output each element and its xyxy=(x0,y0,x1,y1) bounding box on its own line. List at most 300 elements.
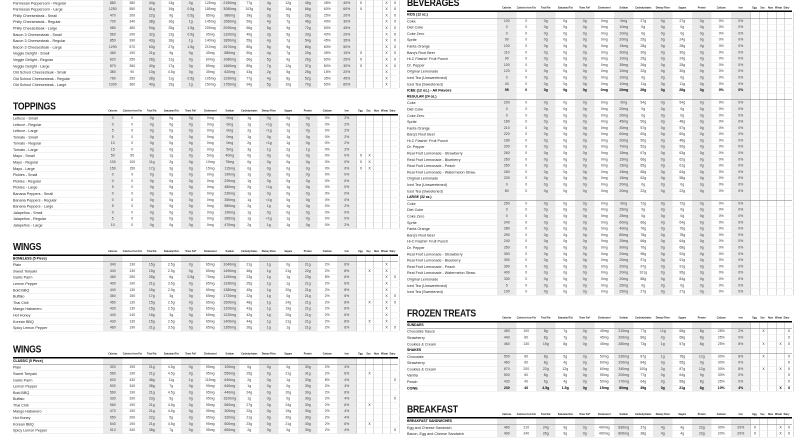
column-header-dietary-fiber: Dietary Fiber xyxy=(653,413,673,416)
cell-calories: 10 xyxy=(103,223,123,229)
cell-protein: 0g xyxy=(298,153,318,159)
item-name: Buffalo xyxy=(13,396,103,402)
cell-sodium: 0mg xyxy=(614,201,634,207)
cell-sodium: 60mg xyxy=(614,132,634,138)
cell-total-fat: 6g xyxy=(536,379,556,385)
cell-soy xyxy=(759,151,768,157)
cell-dairy xyxy=(785,56,794,62)
cell-egg xyxy=(751,226,760,232)
cell-iron: 4% xyxy=(337,365,357,371)
cell-wheat: X xyxy=(776,341,785,347)
cell-iron: 2% xyxy=(337,223,357,229)
cell-dietary-fiber: 0g xyxy=(653,100,673,106)
cell-wheat xyxy=(776,18,785,24)
cell-calories-from-fat: 0 xyxy=(517,56,537,62)
column-header-total-fat: Total Fat xyxy=(536,6,556,9)
item-name: Strawberry xyxy=(407,335,497,341)
cell-protein: 21g xyxy=(298,300,318,306)
cell-dairy xyxy=(785,132,794,138)
cell-calories-from-fat: 250 xyxy=(123,76,143,82)
cell-calories: 100 xyxy=(497,289,517,295)
cell-nuts xyxy=(768,176,777,182)
cell-protein: 0g xyxy=(298,216,318,222)
cell-soy xyxy=(365,70,374,76)
cell-calories-from-fat: 0 xyxy=(517,106,537,112)
cell-dietary-fiber: 1g xyxy=(259,262,279,268)
cell-iron: 0% xyxy=(731,106,751,112)
cell-calories: 95 xyxy=(497,88,517,94)
cell-dietary-fiber: 0g xyxy=(653,56,673,62)
cell-saturated-fat: 11g xyxy=(162,76,182,82)
cell-dairy xyxy=(785,18,794,24)
cell-calories: 5 xyxy=(103,134,123,140)
item-name: Cookies & Cream xyxy=(407,366,497,372)
cell-wheat xyxy=(382,147,391,153)
cell-dietary-fiber: 0g xyxy=(259,178,279,184)
cell-sodium: 1850mg xyxy=(220,38,240,44)
cell-calories: 240 xyxy=(497,239,517,245)
cell-carbohydrates: 1g xyxy=(240,191,260,197)
cell-protein: 0g xyxy=(692,18,712,24)
cell-protein: 30g xyxy=(298,409,318,415)
cell-protein: 0g xyxy=(692,251,712,257)
cell-calcium xyxy=(712,419,732,425)
cell-sugars: 12g xyxy=(279,0,299,6)
cell-sugars: 0g xyxy=(673,182,693,188)
cell-calories-from-fat: 0 xyxy=(517,214,537,220)
cell-sugars: 48g xyxy=(673,119,693,125)
cell-protein xyxy=(298,256,318,262)
group-label: LARGE (32 oz.) xyxy=(407,195,497,201)
cell-egg xyxy=(357,325,366,331)
cell-nuts xyxy=(768,245,777,251)
item-name: Original Lemonade xyxy=(407,276,497,282)
cell-dietary-fiber: 0g xyxy=(259,409,279,415)
cell-egg xyxy=(751,220,760,226)
cell-sugars: 0g xyxy=(673,214,693,220)
cell-saturated-fat: 18g xyxy=(162,38,182,44)
cell-calories-from-fat: 190 xyxy=(123,390,143,396)
cell-sugars: 19g xyxy=(279,306,299,312)
cell-cholesterol: 0mg xyxy=(595,226,615,232)
cell-carbohydrates: 103g xyxy=(240,7,260,13)
cell-calories-from-fat: 570 xyxy=(123,44,143,50)
cell-total-fat: 8g xyxy=(536,329,556,335)
cell-egg xyxy=(751,270,760,276)
column-header-calories: Calories xyxy=(103,353,123,356)
cell-sugars: 57g xyxy=(673,341,693,347)
cell-protein: 26g xyxy=(298,57,318,63)
cell-total-fat: 0g xyxy=(142,134,162,140)
column-header-trans-fat: Trans Fat* xyxy=(181,353,201,356)
cell-iron: 0% xyxy=(731,232,751,238)
cell-dietary-fiber: 0g xyxy=(259,377,279,383)
cell-calcium: 0% xyxy=(318,122,338,128)
cell-protein: 0g xyxy=(692,106,712,112)
cell-calories: 0 xyxy=(103,197,123,203)
cell-cholesterol: 0mg xyxy=(595,163,615,169)
cell-sugars: 30g xyxy=(673,69,693,75)
cell-wheat xyxy=(776,360,785,366)
cell-dairy xyxy=(785,214,794,220)
cell-soy xyxy=(365,13,374,19)
cell-calcium: 0% xyxy=(712,100,732,106)
cell-wheat xyxy=(776,113,785,119)
cell-carbohydrates: 70g xyxy=(634,245,654,251)
cell-protein: 23g xyxy=(692,431,712,437)
cell-egg xyxy=(357,256,366,262)
cell-calories-from-fat: 200 xyxy=(517,366,537,372)
cell-calories: 330 xyxy=(497,276,517,282)
cell-dietary-fiber: 0g xyxy=(259,384,279,390)
cell-dietary-fiber: 0g xyxy=(653,37,673,43)
cell-dairy: X xyxy=(391,13,400,19)
cell-soy xyxy=(365,256,374,262)
cell-dairy xyxy=(391,319,400,325)
cell-dairy: X xyxy=(785,335,794,341)
cell-dairy: X xyxy=(391,300,400,306)
cell-soy xyxy=(365,115,374,121)
cell-sodium: 60mg xyxy=(614,220,634,226)
cell-calories: 230 xyxy=(497,176,517,182)
cell-soy xyxy=(759,283,768,289)
cell-dietary-fiber: 0g xyxy=(653,144,673,150)
cell-wheat: X xyxy=(382,44,391,50)
cell-calories: 490 xyxy=(497,431,517,437)
cell-sodium: 20mg xyxy=(614,251,634,257)
cell-calories-from-fat: 210 xyxy=(517,425,537,431)
cell-trans-fat: 0g xyxy=(181,421,201,427)
cell-carbohydrates: 0g xyxy=(634,113,654,119)
cell-calories: 100 xyxy=(497,43,517,49)
cell-calcium xyxy=(318,256,338,262)
cell-dairy xyxy=(785,94,794,100)
column-header-total-fat: Total Fat xyxy=(142,250,162,253)
item-name: Bacon 3 Cheesesteak - Regular xyxy=(13,38,103,44)
cell-dairy xyxy=(391,409,400,415)
cell-saturated-fat: 3g xyxy=(162,312,182,318)
cell-sugars: 0g xyxy=(279,294,299,300)
cell-sugars: 64g xyxy=(673,373,693,379)
cell-cholesterol: 0mg xyxy=(595,245,615,251)
cell-dairy xyxy=(391,415,400,421)
cell-calcium: 30% xyxy=(712,373,732,379)
item-name: Jalapeños - Small xyxy=(13,210,103,216)
cell-sugars: 28g xyxy=(673,43,693,49)
cell-sodium: 500mg xyxy=(220,421,240,427)
cell-iron: 0% xyxy=(731,132,751,138)
cell-cholesterol: 35mg xyxy=(201,70,221,76)
cell-calcium: 0% xyxy=(318,166,338,172)
cell-cholesterol: 65mg xyxy=(201,281,221,287)
cell-protein: 46g xyxy=(298,19,318,25)
cell-sodium: 1750mg xyxy=(220,82,240,88)
cell-sugars: 0g xyxy=(673,106,693,112)
cell-sugars: 0g xyxy=(279,197,299,203)
cell-calories-from-fat: 0 xyxy=(123,128,143,134)
cell-sugars: 8g xyxy=(279,76,299,82)
cell-total-fat: 40g xyxy=(142,63,162,69)
cell-nuts xyxy=(374,204,383,210)
cell-trans-fat: 0g xyxy=(575,18,595,24)
cell-sugars: 4g xyxy=(673,425,693,431)
cell-cholesterol: 45mg xyxy=(595,329,615,335)
cell-soy: X xyxy=(365,160,374,166)
cell-soy xyxy=(365,128,374,134)
cell-soy xyxy=(759,335,768,341)
cell-dairy xyxy=(785,276,794,282)
cell-sugars xyxy=(279,256,299,262)
cell-calories: 0 xyxy=(497,106,517,112)
cell-carbohydrates: 73g xyxy=(634,341,654,347)
cell-calories: 10 xyxy=(103,141,123,147)
cell-wheat xyxy=(382,409,391,415)
cell-sodium: 40mg xyxy=(220,153,240,159)
cell-wheat xyxy=(776,289,785,295)
cell-soy xyxy=(759,18,768,24)
cell-egg xyxy=(357,223,366,229)
cell-total-fat: 0g xyxy=(536,132,556,138)
column-header-egg: Egg xyxy=(357,110,365,113)
cell-calories: 760 xyxy=(103,76,123,82)
cell-dietary-fiber: 0g xyxy=(653,207,673,213)
cell-calories-from-fat: 190 xyxy=(123,325,143,331)
cell-cholesterol: 60mg xyxy=(201,57,221,63)
cell-cholesterol: 95mg xyxy=(201,384,221,390)
cell-total-fat: 22g xyxy=(536,366,556,372)
cell-trans-fat: 0g xyxy=(575,43,595,49)
cell-carbohydrates xyxy=(634,348,654,354)
cell-sodium: 200mg xyxy=(614,373,634,379)
cell-iron: 0% xyxy=(337,185,357,191)
cell-carbohydrates: 0g xyxy=(240,365,260,371)
cell-calcium: 0% xyxy=(318,210,338,216)
cell-sugars: 5g xyxy=(279,13,299,19)
cell-iron: 0% xyxy=(731,176,751,182)
cell-wheat: X xyxy=(776,366,785,372)
cell-calcium: 2% xyxy=(318,268,338,274)
cell-protein: 0g xyxy=(298,185,318,191)
cell-total-fat: 8g xyxy=(536,373,556,379)
cell-calories-from-fat: 0 xyxy=(517,81,537,87)
cell-total-fat: 17g xyxy=(142,166,162,172)
cell-calcium: 0% xyxy=(712,214,732,220)
cell-soy: X xyxy=(365,402,374,408)
cell-sodium: 20mg xyxy=(614,37,634,43)
column-header-nuts: Nuts xyxy=(373,110,381,113)
item-name: Hi-C Flashin' Fruit Punch xyxy=(407,138,497,144)
cell-iron: 0% xyxy=(731,182,751,188)
cell-trans-fat: 0.5g xyxy=(181,13,201,19)
cell-dairy xyxy=(785,270,794,276)
cell-wheat: X xyxy=(382,19,391,25)
cell-egg: X xyxy=(357,166,366,172)
cell-egg xyxy=(751,214,760,220)
cell-soy xyxy=(759,94,768,100)
cell-carbohydrates: 1g xyxy=(240,216,260,222)
cell-dietary-fiber: 1g xyxy=(259,325,279,331)
cell-calories-from-fat xyxy=(517,348,537,354)
cell-wheat xyxy=(382,396,391,402)
cell-dairy xyxy=(785,157,794,163)
cell-sugars: 30g xyxy=(673,50,693,56)
cell-carbohydrates xyxy=(634,195,654,201)
cell-saturated-fat: 0g xyxy=(556,270,576,276)
cell-wheat: X xyxy=(382,268,391,274)
cell-sugars: 1g xyxy=(279,275,299,281)
cell-calories-from-fat: 0 xyxy=(517,276,537,282)
cell-cholesterol: 5mg xyxy=(201,153,221,159)
cell-saturated-fat: 0g xyxy=(556,138,576,144)
cell-trans-fat: 0.5g xyxy=(181,32,201,38)
cell-sugars: 16g xyxy=(279,7,299,13)
cell-dairy: X xyxy=(391,38,400,44)
cell-egg xyxy=(357,268,366,274)
cell-wheat: X xyxy=(382,300,391,306)
cell-trans-fat: 0g xyxy=(575,56,595,62)
cell-sugars: 64g xyxy=(673,220,693,226)
cell-wheat: X xyxy=(382,82,391,88)
cell-dietary-fiber: 1g xyxy=(259,300,279,306)
cell-dairy xyxy=(785,201,794,207)
cell-sodium: 1620mg xyxy=(220,396,240,402)
cell-calories-from-fat: 0 xyxy=(517,37,537,43)
cell-dairy xyxy=(785,100,794,106)
cell-soy xyxy=(365,0,374,6)
cell-egg xyxy=(751,385,760,391)
cell-iron: 4% xyxy=(337,428,357,434)
cell-trans-fat: 0g xyxy=(575,132,595,138)
cell-protein: 9g xyxy=(692,360,712,366)
cell-trans-fat: 0g xyxy=(181,63,201,69)
column-header-sugars: Sugars xyxy=(673,6,693,9)
cell-carbohydrates: 80g xyxy=(634,335,654,341)
cell-calories: 330 xyxy=(103,396,123,402)
cell-soy xyxy=(759,214,768,220)
cell-iron: 4% xyxy=(731,385,751,391)
cell-iron: 0% xyxy=(731,151,751,157)
item-name: Chocolate xyxy=(407,354,497,360)
cell-calcium: 8% xyxy=(318,377,338,383)
cell-cholesterol: 0mg xyxy=(201,216,221,222)
cell-soy xyxy=(365,147,374,153)
cell-iron: 0% xyxy=(731,81,751,87)
column-header-sugars: Sugars xyxy=(279,250,299,253)
cell-saturated-fat: 0g xyxy=(556,245,576,251)
cell-dietary-fiber: 2g xyxy=(259,70,279,76)
cell-sodium: 20mg xyxy=(614,138,634,144)
cell-egg xyxy=(751,201,760,207)
cell-total-fat: 0g xyxy=(536,106,556,112)
cell-soy xyxy=(365,122,374,128)
cell-cholesterol: 65mg xyxy=(201,262,221,268)
cell-calories-from-fat: 430 xyxy=(123,377,143,383)
cell-cholesterol: 0mg xyxy=(201,147,221,153)
cell-trans-fat: 0g xyxy=(181,281,201,287)
cell-dairy xyxy=(785,12,794,18)
cell-cholesterol: 0mg xyxy=(595,182,615,188)
item-name: Korean BBQ xyxy=(13,319,103,325)
section-title: FROZEN TREATS xyxy=(407,307,497,319)
column-header-total-fat: Total Fat xyxy=(142,110,162,113)
cell-calories-from-fat: 340 xyxy=(123,19,143,25)
cell-sodium: 15mg xyxy=(614,169,634,175)
cell-cholesterol: 45mg xyxy=(201,51,221,57)
cell-trans-fat: 0g xyxy=(181,402,201,408)
cell-sugars: 76g xyxy=(673,226,693,232)
cell-calories-from-fat: 0 xyxy=(123,178,143,184)
cell-trans-fat: 0g xyxy=(575,106,595,112)
cell-wheat xyxy=(776,144,785,150)
cell-trans-fat xyxy=(575,322,595,328)
item-name: Coke Zero xyxy=(407,31,497,37)
cell-sodium: 1500mg xyxy=(220,300,240,306)
cell-protein: 0g xyxy=(692,125,712,131)
cell-carbohydrates: 72g xyxy=(634,201,654,207)
cell-trans-fat xyxy=(575,419,595,425)
cell-sugars: 11g xyxy=(673,81,693,87)
cell-protein: 0g xyxy=(692,151,712,157)
cell-calcium: 0% xyxy=(712,88,732,94)
cell-dairy: X xyxy=(391,25,400,31)
cell-calories-from-fat: 200 xyxy=(123,415,143,421)
cell-calcium: 0% xyxy=(712,226,732,232)
cell-wheat xyxy=(776,264,785,270)
cell-trans-fat: 0g xyxy=(181,325,201,331)
column-header-calories-from-fat: Calories from Fat xyxy=(517,413,537,416)
cell-cholesterol: 15mg xyxy=(201,166,221,172)
cell-sugars: 0g xyxy=(279,115,299,121)
column-header-calories: Calories xyxy=(497,413,517,416)
cell-carbohydrates: 1g xyxy=(240,197,260,203)
cell-carbohydrates: 21g xyxy=(240,415,260,421)
cell-trans-fat: 0g xyxy=(575,373,595,379)
cell-calories-from-fat: 0 xyxy=(517,100,537,106)
cell-calories-from-fat: 0 xyxy=(517,245,537,251)
cell-dietary-fiber: 1g xyxy=(259,287,279,293)
cell-nuts xyxy=(768,62,777,68)
cell-calories: 5 xyxy=(103,204,123,210)
cell-soy: X xyxy=(759,329,768,335)
cell-egg xyxy=(751,239,760,245)
column-header-sodium: Sodium xyxy=(614,6,634,9)
cell-saturated-fat: 1.5g xyxy=(556,385,576,391)
cell-soy xyxy=(365,358,374,364)
cell-saturated-fat: 0g xyxy=(162,115,182,121)
cell-nuts xyxy=(374,409,383,415)
cell-calories: 0 xyxy=(103,191,123,197)
cell-dietary-fiber: 5g xyxy=(259,44,279,50)
cell-cholesterol: 0mg xyxy=(595,43,615,49)
group-label: BONELESS (5 Piece) xyxy=(13,256,103,262)
item-name: Fanta Orange xyxy=(407,226,497,232)
cell-protein: 0g xyxy=(692,226,712,232)
cell-dairy xyxy=(785,207,794,213)
cell-sodium: 0mg xyxy=(220,141,240,147)
cell-calories: 430 xyxy=(103,319,123,325)
cell-iron: 2% xyxy=(337,141,357,147)
cell-wheat xyxy=(776,69,785,75)
cell-sugars: 10g xyxy=(279,82,299,88)
cell-saturated-fat: 0g xyxy=(556,125,576,131)
cell-calories-from-fat: 0 xyxy=(123,197,143,203)
column-header-nuts: Nuts xyxy=(767,6,775,9)
cell-soy xyxy=(365,294,374,300)
cell-sugars: 1g xyxy=(279,141,299,147)
cell-dietary-fiber: 0g xyxy=(653,385,673,391)
cell-iron: 4% xyxy=(337,396,357,402)
cell-dietary-fiber: 0g xyxy=(653,258,673,264)
